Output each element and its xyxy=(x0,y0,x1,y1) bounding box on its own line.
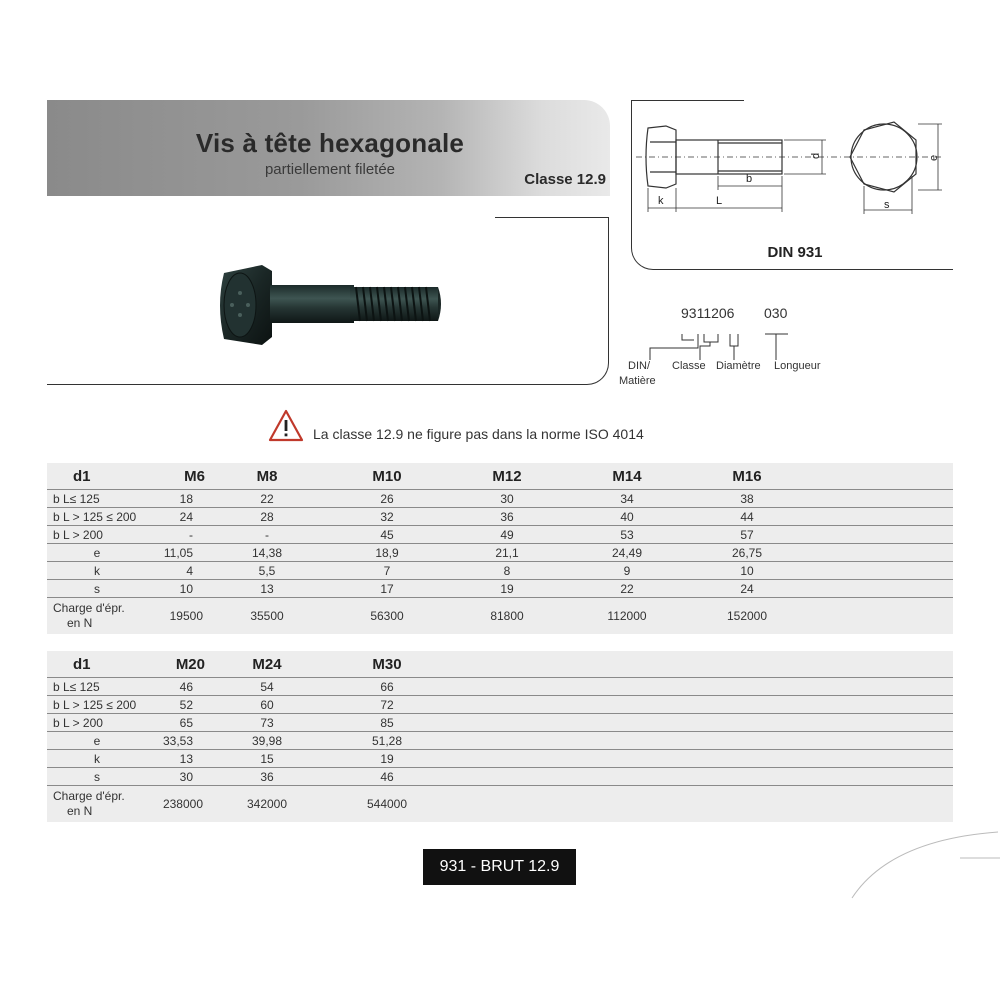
table-cell: 7 xyxy=(327,562,447,580)
table2-header-d1: d1 xyxy=(73,655,91,673)
table-cell: 46 xyxy=(147,678,207,696)
code-part1: 9311206 xyxy=(681,305,735,321)
table-row xyxy=(47,678,953,696)
table-row xyxy=(47,490,953,508)
table-row xyxy=(47,696,953,714)
table-cell: 53 xyxy=(567,526,687,544)
row-label: b L > 200 xyxy=(47,714,147,732)
table-cell: 15 xyxy=(207,750,327,768)
dim-s-label: s xyxy=(884,199,890,211)
charge-value: 544000 xyxy=(327,786,447,823)
dim-e-label: e xyxy=(928,154,940,161)
row-label: b L > 125 ≤ 200 xyxy=(47,508,147,526)
table-cell: 72 xyxy=(327,696,447,714)
dim-b-label: b xyxy=(746,173,753,185)
table-cell: 21,1 xyxy=(447,544,567,562)
table-cell: 13 xyxy=(207,580,327,598)
table1-col-m16: M16 xyxy=(732,467,762,485)
table-cell: 38 xyxy=(687,490,807,508)
table1-col-m6: M6 xyxy=(184,467,205,485)
charge-value: 81800 xyxy=(447,598,567,635)
classe-label: Classe 12.9 xyxy=(524,171,606,188)
charge-value: 56300 xyxy=(327,598,447,635)
table-cell: 39,98 xyxy=(207,732,327,750)
table1-col-m8: M8 xyxy=(256,467,278,485)
table2-col-m24: M24 xyxy=(252,655,282,673)
table-cell: 9 xyxy=(567,562,687,580)
table-row xyxy=(47,544,953,562)
dim-k-label: k xyxy=(658,195,664,207)
table-row xyxy=(47,508,953,526)
table-cell: 46 xyxy=(327,768,447,786)
table-cell: 40 xyxy=(567,508,687,526)
table-cell: 10 xyxy=(687,562,807,580)
row-label: b L≤ 125 xyxy=(47,678,147,696)
table2-col-m30: M30 xyxy=(372,655,402,673)
table-cell: 44 xyxy=(687,508,807,526)
dim-L-label: L xyxy=(716,195,723,207)
charge-label xyxy=(47,786,147,823)
row-label: s xyxy=(47,768,147,786)
table-cell: 57 xyxy=(687,526,807,544)
warning-triangle-icon xyxy=(268,409,304,442)
table-cell: 33,53 xyxy=(147,732,207,750)
table-cell: 5,5 xyxy=(207,562,327,580)
charge-value: 238000 xyxy=(147,786,207,823)
table1-col-m10: M10 xyxy=(372,467,402,485)
table-cell: 45 xyxy=(327,526,447,544)
spec-table-2 xyxy=(47,651,953,822)
spec-table-1 xyxy=(47,463,953,634)
row-label: b L≤ 125 xyxy=(47,490,147,508)
charge-value: 19500 xyxy=(147,598,207,635)
table-cell: 36 xyxy=(447,508,567,526)
legend-longueur: Longueur xyxy=(774,360,821,372)
charge-value: 35500 xyxy=(207,598,327,635)
table-cell: 60 xyxy=(207,696,327,714)
table-cell: 14,38 xyxy=(207,544,327,562)
row-label: k xyxy=(47,562,147,580)
table-cell: 18,9 xyxy=(327,544,447,562)
table-cell: 18 xyxy=(147,490,207,508)
table1-header-d1: d1 xyxy=(73,467,91,485)
table-cell: 24 xyxy=(687,580,807,598)
legend-diametre: Diamètre xyxy=(716,360,761,372)
table-row xyxy=(47,714,953,732)
footer-badge: 931 - BRUT 12.9 xyxy=(423,849,576,885)
charge-label-line2: en N xyxy=(67,616,93,630)
table-cell: 54 xyxy=(207,678,327,696)
din-norm-label: DIN 931 xyxy=(767,244,823,261)
charge-value: 112000 xyxy=(567,598,687,635)
bolt-photo-icon xyxy=(210,255,450,355)
decorative-arc xyxy=(850,820,1000,900)
din-931-drawing-icon xyxy=(636,112,948,216)
charge-label xyxy=(47,598,147,635)
table-cell: 73 xyxy=(207,714,327,732)
legend-classe: Classe xyxy=(672,360,706,372)
table-cell: 22 xyxy=(207,490,327,508)
table-cell: 26 xyxy=(327,490,447,508)
table-row xyxy=(47,768,953,786)
legend-din: DIN/ xyxy=(628,360,650,372)
table-cell: 10 xyxy=(147,580,207,598)
table-cell: 85 xyxy=(327,714,447,732)
code-part2: 030 xyxy=(764,305,788,321)
table-cell: 66 xyxy=(327,678,447,696)
row-label: s xyxy=(47,580,147,598)
table-row xyxy=(47,526,953,544)
row-label: b L > 125 ≤ 200 xyxy=(47,696,147,714)
table-cell: 32 xyxy=(327,508,447,526)
charge-label-line1: Charge d'épr. xyxy=(53,789,125,803)
legend-matiere: Matière xyxy=(619,375,656,387)
row-label: k xyxy=(47,750,147,768)
page-subtitle: partiellement filetée xyxy=(264,161,396,178)
table-cell: 28 xyxy=(207,508,327,526)
table-cell: 26,75 xyxy=(687,544,807,562)
row-label: b L > 200 xyxy=(47,526,147,544)
page-title: Vis à tête hexagonale xyxy=(195,128,465,158)
table-cell: 34 xyxy=(567,490,687,508)
table-cell: 11,05 xyxy=(147,544,207,562)
table-cell: 36 xyxy=(207,768,327,786)
table-cell: - xyxy=(147,526,207,544)
table-cell: 8 xyxy=(447,562,567,580)
table-cell: 19 xyxy=(327,750,447,768)
charge-value: 152000 xyxy=(687,598,807,635)
table-cell: 65 xyxy=(147,714,207,732)
table-cell: 51,28 xyxy=(327,732,447,750)
table-cell: 19 xyxy=(447,580,567,598)
table-cell: 24 xyxy=(147,508,207,526)
warning-text: La classe 12.9 ne figure pas dans la norme ISO 4014 xyxy=(313,426,644,442)
table-row-charge xyxy=(47,786,953,823)
table1-col-m12: M12 xyxy=(492,467,522,485)
table-cell: 52 xyxy=(147,696,207,714)
charge-label-line2: en N xyxy=(67,804,93,818)
dim-d-label: d xyxy=(810,152,822,159)
table-cell: 49 xyxy=(447,526,567,544)
table-row xyxy=(47,562,953,580)
table-cell: 22 xyxy=(567,580,687,598)
table1-col-m14: M14 xyxy=(612,467,642,485)
charge-value: 342000 xyxy=(207,786,327,823)
table-cell: 30 xyxy=(447,490,567,508)
table2-col-m20: M20 xyxy=(175,655,205,673)
table-row xyxy=(47,750,953,768)
table-row xyxy=(47,732,953,750)
table-cell: 13 xyxy=(147,750,207,768)
table-cell: 17 xyxy=(327,580,447,598)
charge-label-line1: Charge d'épr. xyxy=(53,601,125,615)
table-cell: - xyxy=(207,526,327,544)
table-row-charge xyxy=(47,598,953,635)
table-cell: 24,49 xyxy=(567,544,687,562)
table-row xyxy=(47,580,953,598)
row-label: e xyxy=(47,544,147,562)
table-cell: 4 xyxy=(147,562,207,580)
table-cell: 30 xyxy=(147,768,207,786)
row-label: e xyxy=(47,732,147,750)
code-legend-lines xyxy=(620,326,800,360)
